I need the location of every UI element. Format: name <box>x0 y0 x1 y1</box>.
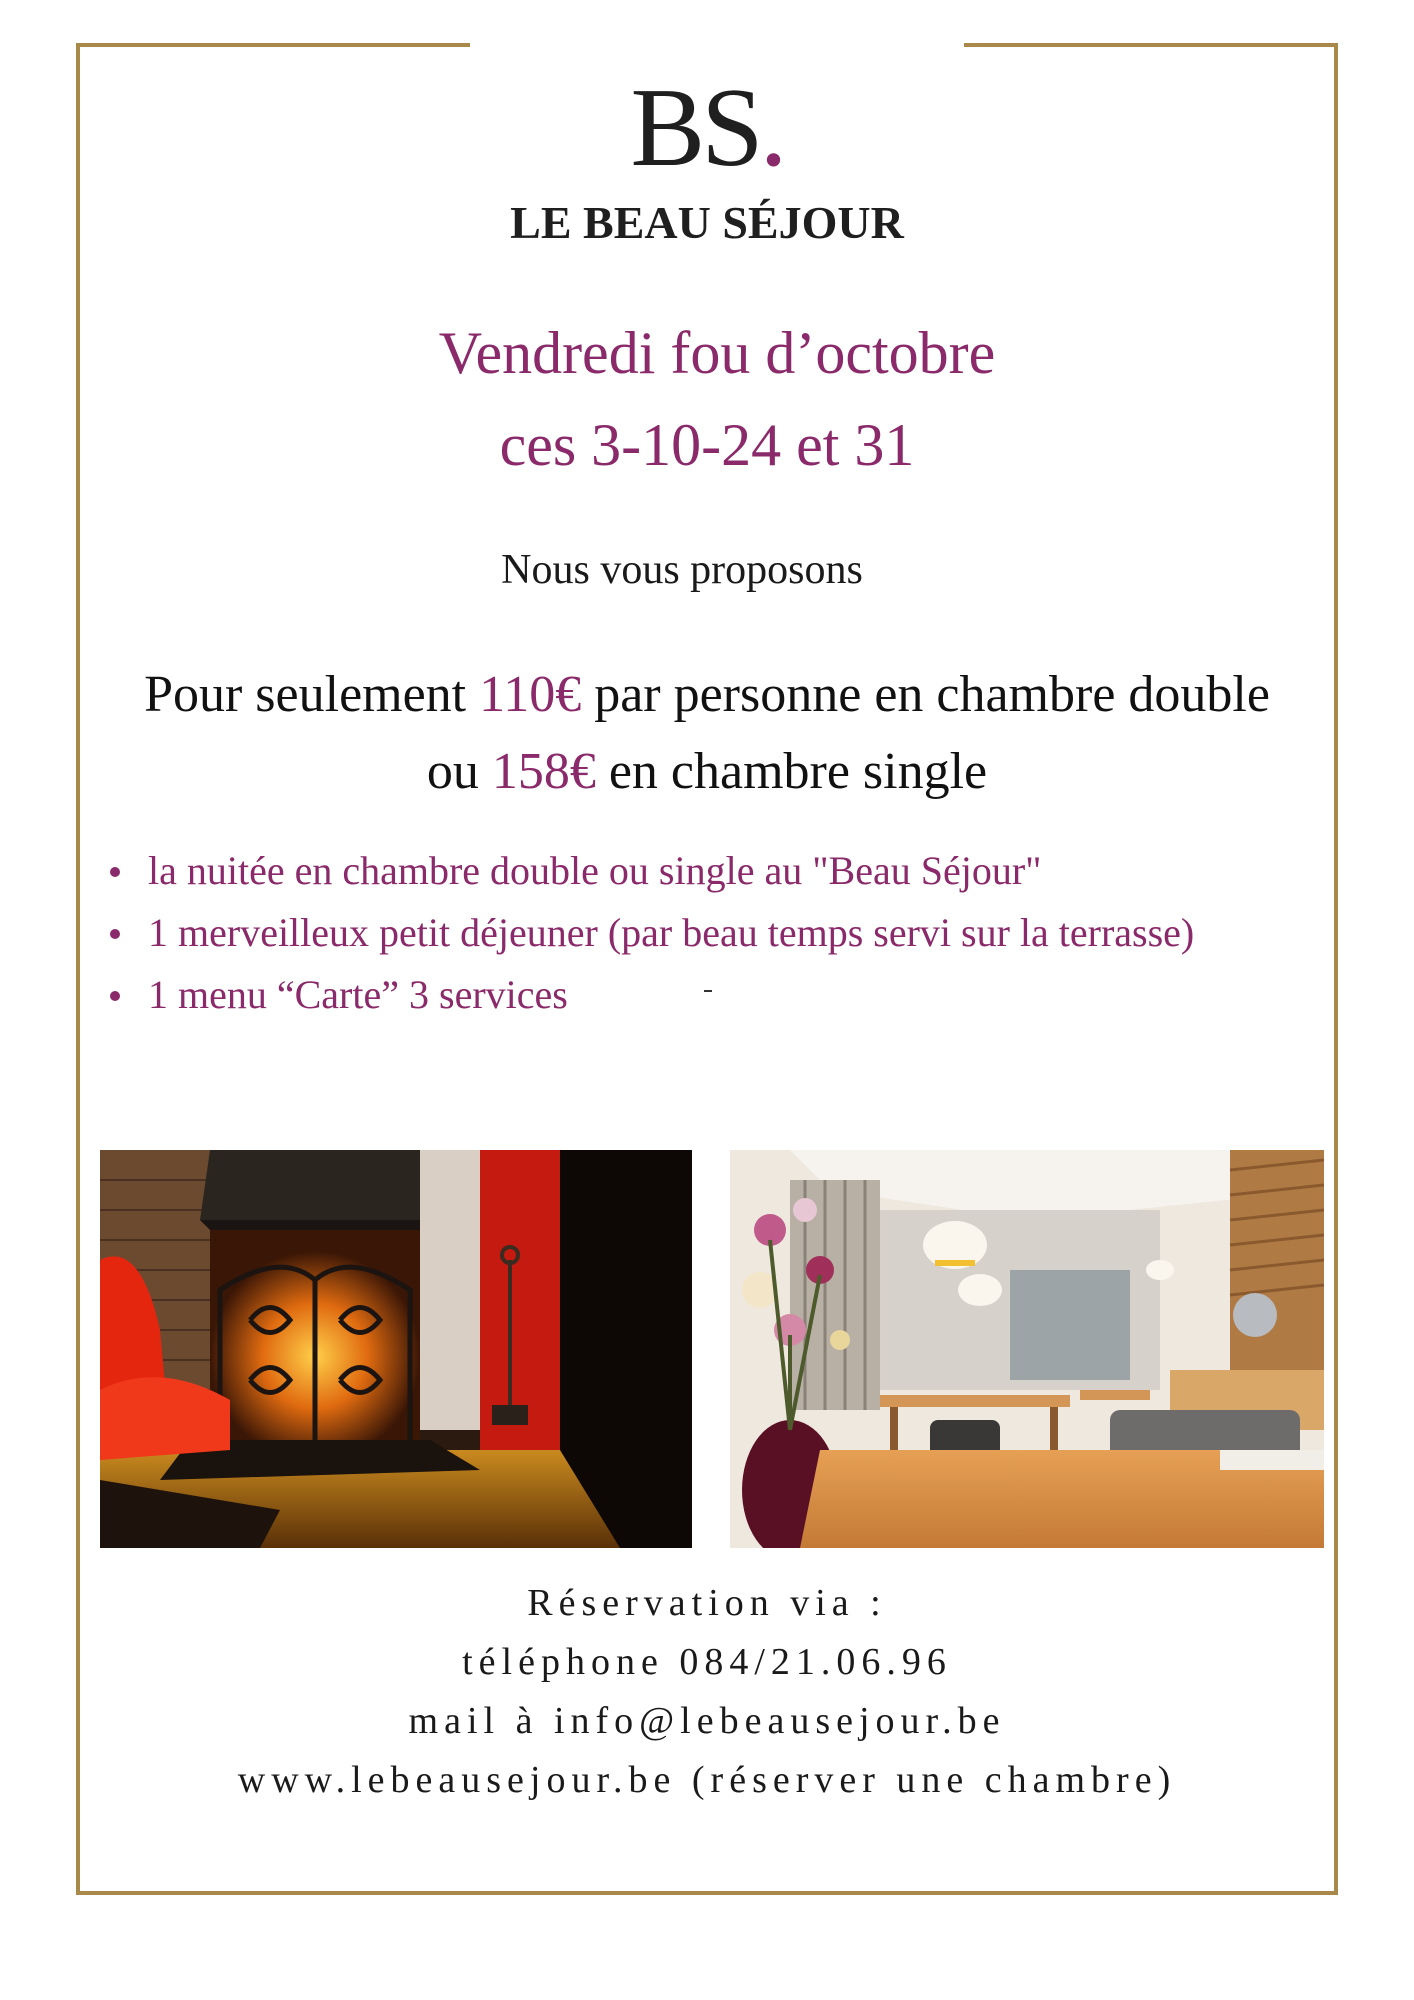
bullet-icon <box>110 867 120 877</box>
restaurant-photo <box>730 1150 1324 1548</box>
offer-middle: par personne en chambre double <box>581 666 1270 723</box>
reservation-heading: Réservation via : <box>527 1582 887 1624</box>
offer-line2-prefix: ou <box>426 743 492 800</box>
list-item-text: 1 merveilleux petit déjeuner (par beau temps servi sur la terrasse) <box>148 910 1195 955</box>
stray-dash <box>704 990 712 992</box>
restaurant-illustration <box>730 1150 1324 1548</box>
list-item-text: la nuitée en chambre double ou single au "Beau Séjour" <box>148 848 1042 893</box>
reservation-website: www.lebeausejour.be (réserver une chambre) <box>237 1759 1177 1801</box>
headline-dates: ces 3-10-24 et 31 <box>499 412 915 478</box>
list-item <box>100 840 1330 902</box>
reservation-phone: téléphone 084/21.06.96 <box>462 1641 952 1683</box>
logo-monogram <box>0 68 1414 188</box>
frame-gap <box>470 38 964 52</box>
offer-prefix: Pour seulement <box>144 666 480 723</box>
logo-name: LE BEAU SÉJOUR <box>510 197 904 248</box>
intro-text: Nous vous proposons <box>501 547 863 593</box>
logo-letters: BS <box>630 66 760 190</box>
list-item <box>100 902 1330 964</box>
offer-line-2 <box>60 742 1354 802</box>
bullet-icon <box>110 991 120 1001</box>
fireplace-illustration <box>100 1150 692 1548</box>
fireplace-photo <box>100 1150 692 1548</box>
included-list <box>100 840 1330 1026</box>
list-item <box>100 964 1330 1026</box>
list-item-text: 1 menu “Carte” 3 services <box>148 972 568 1017</box>
price-double: 110€ <box>479 666 582 723</box>
offer-line2-suffix: en chambre single <box>595 743 988 800</box>
price-single: 158€ <box>491 743 596 800</box>
reservation-email: mail à info@lebeausejour.be <box>408 1700 1006 1742</box>
offer-line-1 <box>60 665 1354 725</box>
logo-dot: . <box>759 66 784 190</box>
headline-title: Vendredi fou d’octobre <box>438 320 996 386</box>
bullet-icon <box>110 929 120 939</box>
